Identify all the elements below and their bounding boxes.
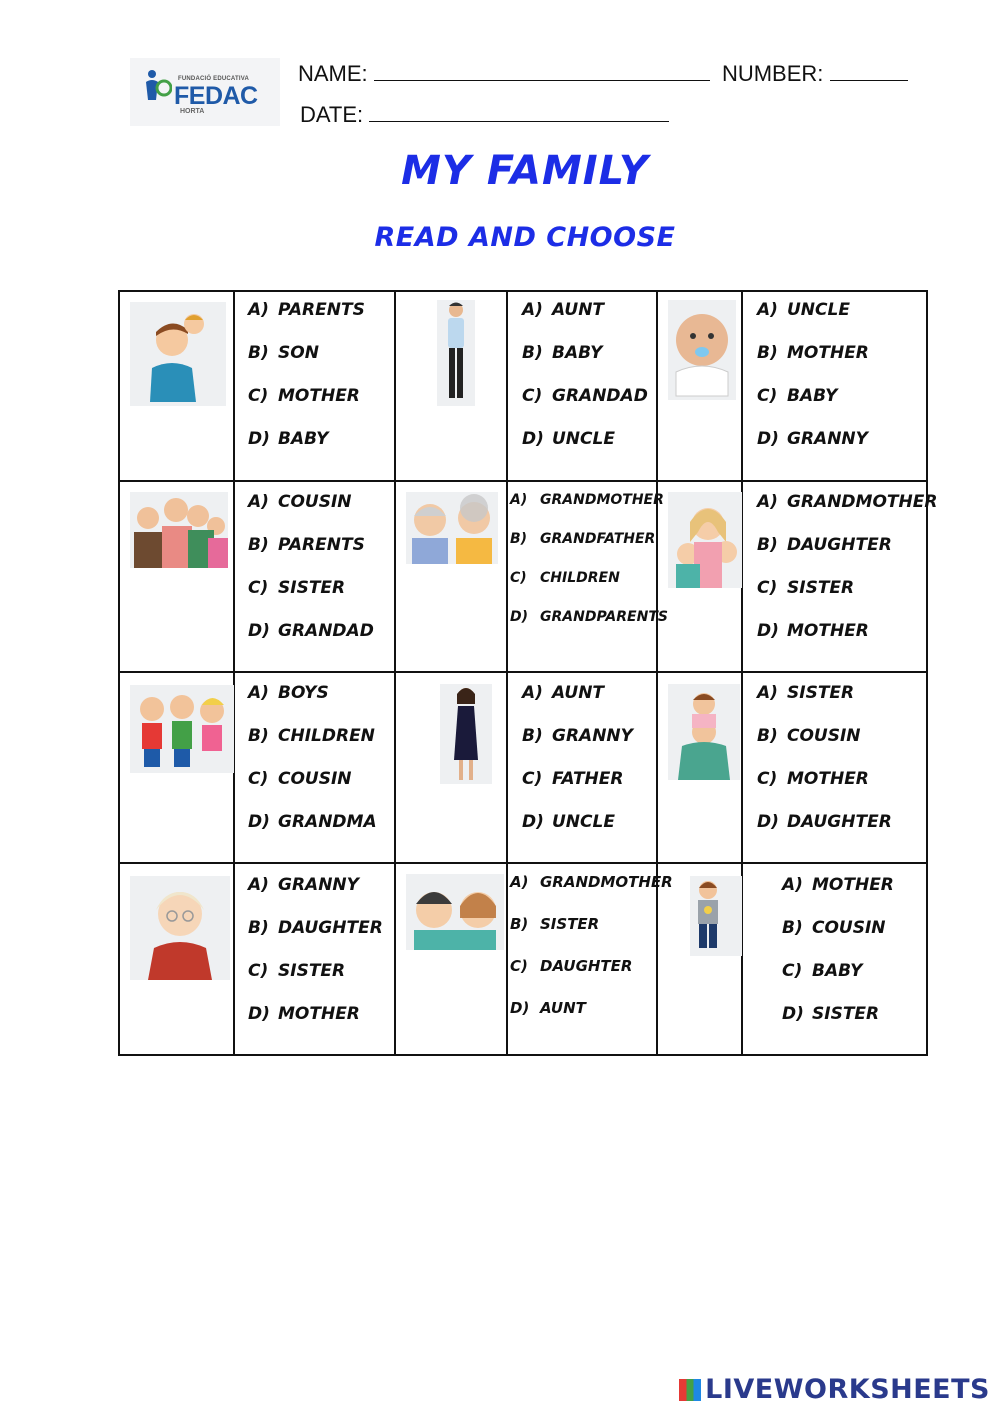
answer-option[interactable] [522, 812, 615, 832]
option-text: PARENTS [278, 300, 365, 320]
date-blank[interactable] [369, 103, 669, 122]
option-text: GRANDMOTHER [787, 492, 938, 512]
option-letter: A) [782, 875, 803, 895]
page-title: MY FAMILY [401, 148, 649, 194]
family-group-picture [130, 492, 228, 568]
answer-option[interactable] [522, 386, 648, 406]
option-letter: D) [248, 812, 270, 832]
answer-option[interactable] [248, 875, 359, 895]
option-letter: B) [522, 343, 543, 363]
answer-option[interactable] [757, 621, 869, 641]
option-letter: C) [757, 769, 778, 789]
answer-option[interactable] [248, 535, 365, 555]
option-letter: A) [757, 683, 778, 703]
option-text: AUNT [552, 683, 605, 703]
option-text: GRANDFATHER [540, 531, 656, 547]
answer-option[interactable] [510, 873, 673, 891]
liveworksheets-watermark [679, 1374, 990, 1405]
option-letter: B) [757, 343, 778, 363]
answer-option[interactable] [510, 570, 620, 586]
option-letter: C) [510, 957, 528, 975]
answer-option[interactable] [757, 683, 854, 703]
number-blank[interactable] [830, 62, 908, 81]
option-text: BABY [278, 429, 329, 449]
grid-divider [656, 290, 658, 1056]
option-letter: D) [248, 429, 270, 449]
name-label: NAME: [298, 61, 368, 86]
page-subtitle: READ AND CHOOSE [374, 222, 676, 253]
option-text: UNCLE [552, 429, 615, 449]
option-text: AUNT [540, 999, 586, 1017]
option-letter: D) [757, 429, 779, 449]
answer-option[interactable] [510, 531, 655, 547]
option-text: GRANDMOTHER [540, 492, 664, 508]
option-text: MOTHER [787, 621, 869, 641]
family-logo-icon [142, 68, 172, 102]
option-text: GRANDAD [278, 621, 374, 641]
father-daughter-picture [668, 684, 740, 780]
option-text: UNCLE [552, 812, 615, 832]
watermark-text: LIVEWORKSHEETS [705, 1374, 990, 1405]
option-letter: A) [522, 300, 543, 320]
grandparents-picture [406, 492, 498, 564]
name-field [298, 61, 908, 87]
option-text: SISTER [787, 683, 855, 703]
answer-option[interactable] [248, 683, 329, 703]
option-letter: D) [248, 1004, 270, 1024]
option-letter: B) [248, 726, 269, 746]
boy-picture [690, 876, 742, 956]
name-blank[interactable] [374, 62, 710, 81]
option-text: GRANNY [552, 726, 633, 746]
option-text: COUSIN [787, 726, 861, 746]
option-text: PARENTS [278, 535, 365, 555]
answer-option[interactable] [522, 769, 623, 789]
option-text: GRANDMA [278, 812, 377, 832]
option-letter: A) [757, 300, 778, 320]
option-letter: C) [522, 769, 543, 789]
answer-option[interactable] [510, 957, 632, 975]
option-letter: B) [522, 726, 543, 746]
answer-option[interactable] [522, 429, 615, 449]
answer-option[interactable] [757, 429, 868, 449]
answer-option[interactable] [248, 578, 345, 598]
woman-picture [440, 684, 492, 784]
answer-option[interactable] [782, 918, 886, 938]
option-letter: C) [248, 578, 269, 598]
option-letter: B) [757, 726, 778, 746]
option-letter: D) [248, 621, 270, 641]
answer-option[interactable] [248, 1004, 360, 1024]
number-label: NUMBER: [721, 61, 824, 86]
answer-option[interactable] [510, 492, 664, 508]
option-letter: D) [782, 1004, 804, 1024]
answer-option[interactable] [782, 1004, 879, 1024]
option-text: GRANDAD [552, 386, 648, 406]
option-text: MOTHER [278, 386, 360, 406]
option-text: GRANDPARENTS [540, 609, 668, 625]
answer-option[interactable] [782, 961, 862, 981]
option-text: MOTHER [278, 1004, 360, 1024]
school-logo [130, 58, 280, 126]
answer-option[interactable] [757, 343, 869, 363]
grid-divider [118, 671, 928, 673]
option-text: GRANNY [787, 429, 868, 449]
answer-option[interactable] [757, 726, 861, 746]
option-text: GRANDMOTHER [540, 873, 673, 891]
option-letter: D) [522, 429, 544, 449]
option-letter: A) [248, 875, 269, 895]
answer-option[interactable] [248, 429, 328, 449]
answer-option[interactable] [248, 918, 383, 938]
option-letter: B) [757, 535, 778, 555]
answer-option[interactable] [522, 683, 604, 703]
answer-option[interactable] [248, 343, 319, 363]
option-text: DAUGHTER [278, 918, 383, 938]
option-text: CHILDREN [540, 570, 620, 586]
option-letter: A) [510, 873, 529, 891]
three-kids-picture [130, 685, 234, 773]
answer-option[interactable] [757, 812, 892, 832]
answer-option[interactable] [248, 300, 365, 320]
option-text: DAUGHTER [787, 812, 892, 832]
option-text: COUSIN [278, 492, 352, 512]
option-text: SISTER [787, 578, 855, 598]
answer-option[interactable] [522, 343, 602, 363]
option-text: AUNT [552, 300, 605, 320]
option-text: COUSIN [812, 918, 886, 938]
logo-foundation-text: FUNDACIÓ EDUCATIVA [178, 76, 250, 82]
baby-picture [668, 300, 736, 400]
answer-option[interactable] [248, 812, 377, 832]
answer-option[interactable] [248, 621, 374, 641]
option-letter: C) [522, 386, 543, 406]
option-letter: D) [510, 999, 530, 1017]
answer-option[interactable] [510, 915, 599, 933]
option-text: SISTER [278, 578, 346, 598]
option-letter: B) [248, 535, 269, 555]
answer-option[interactable] [757, 769, 869, 789]
answer-option[interactable] [757, 300, 850, 320]
logo-sub: HORTA [180, 108, 205, 115]
answer-option[interactable] [510, 999, 586, 1017]
option-text: MOTHER [812, 875, 894, 895]
logo-name: FEDAC [174, 82, 258, 110]
option-letter: C) [248, 769, 269, 789]
date-label: DATE: [300, 102, 364, 127]
option-letter: A) [757, 492, 778, 512]
grandmother-picture [130, 876, 230, 980]
option-letter: D) [757, 621, 779, 641]
answer-option[interactable] [248, 726, 375, 746]
grid-divider [118, 480, 928, 482]
option-letter: B) [510, 531, 528, 547]
option-letter: C) [248, 386, 269, 406]
grid-divider [394, 290, 396, 1056]
answer-option[interactable] [522, 726, 633, 746]
answer-option[interactable] [510, 609, 668, 625]
option-text: BOYS [278, 683, 329, 703]
answer-option[interactable] [248, 386, 360, 406]
option-text: CHILDREN [278, 726, 375, 746]
option-letter: D) [522, 812, 544, 832]
option-text: BABY [787, 386, 838, 406]
answer-option[interactable] [248, 492, 352, 512]
option-text: BABY [812, 961, 863, 981]
option-letter: A) [522, 683, 543, 703]
option-letter: C) [757, 578, 778, 598]
grid-divider [118, 862, 928, 864]
option-text: UNCLE [787, 300, 850, 320]
option-letter: D) [510, 609, 529, 625]
answer-option[interactable] [522, 300, 604, 320]
option-text: COUSIN [278, 769, 352, 789]
liveworksheets-logo-icon [679, 1379, 701, 1401]
answer-option[interactable] [248, 769, 352, 789]
option-letter: C) [248, 961, 269, 981]
date-field [300, 102, 669, 128]
answer-option[interactable] [757, 535, 892, 555]
option-letter: A) [248, 492, 269, 512]
option-letter: B) [248, 918, 269, 938]
option-text: FATHER [552, 769, 624, 789]
answer-option[interactable] [248, 961, 345, 981]
two-girls-picture [406, 874, 504, 950]
mother-children-picture [668, 492, 742, 588]
grid-divider [506, 290, 508, 1056]
option-letter: A) [248, 683, 269, 703]
option-text: MOTHER [787, 769, 869, 789]
option-text: GRANNY [278, 875, 359, 895]
option-letter: C) [757, 386, 778, 406]
option-letter: C) [782, 961, 803, 981]
option-text: SISTER [812, 1004, 880, 1024]
option-letter: B) [510, 915, 529, 933]
option-letter: D) [757, 812, 779, 832]
grid-divider [233, 290, 235, 1056]
option-text: BABY [552, 343, 603, 363]
answer-option[interactable] [782, 875, 894, 895]
option-letter: B) [782, 918, 803, 938]
answer-option[interactable] [757, 578, 854, 598]
option-letter: B) [248, 343, 269, 363]
option-text: DAUGHTER [787, 535, 892, 555]
option-text: SISTER [540, 915, 600, 933]
father-son-picture [130, 302, 226, 406]
option-letter: A) [510, 492, 528, 508]
answer-option[interactable] [757, 386, 837, 406]
option-letter: A) [248, 300, 269, 320]
option-text: MOTHER [787, 343, 869, 363]
answer-option[interactable] [757, 492, 937, 512]
option-text: DAUGHTER [540, 957, 633, 975]
man-picture [437, 300, 475, 406]
option-letter: C) [510, 570, 527, 586]
option-text: SISTER [278, 961, 346, 981]
option-text: SON [278, 343, 319, 363]
